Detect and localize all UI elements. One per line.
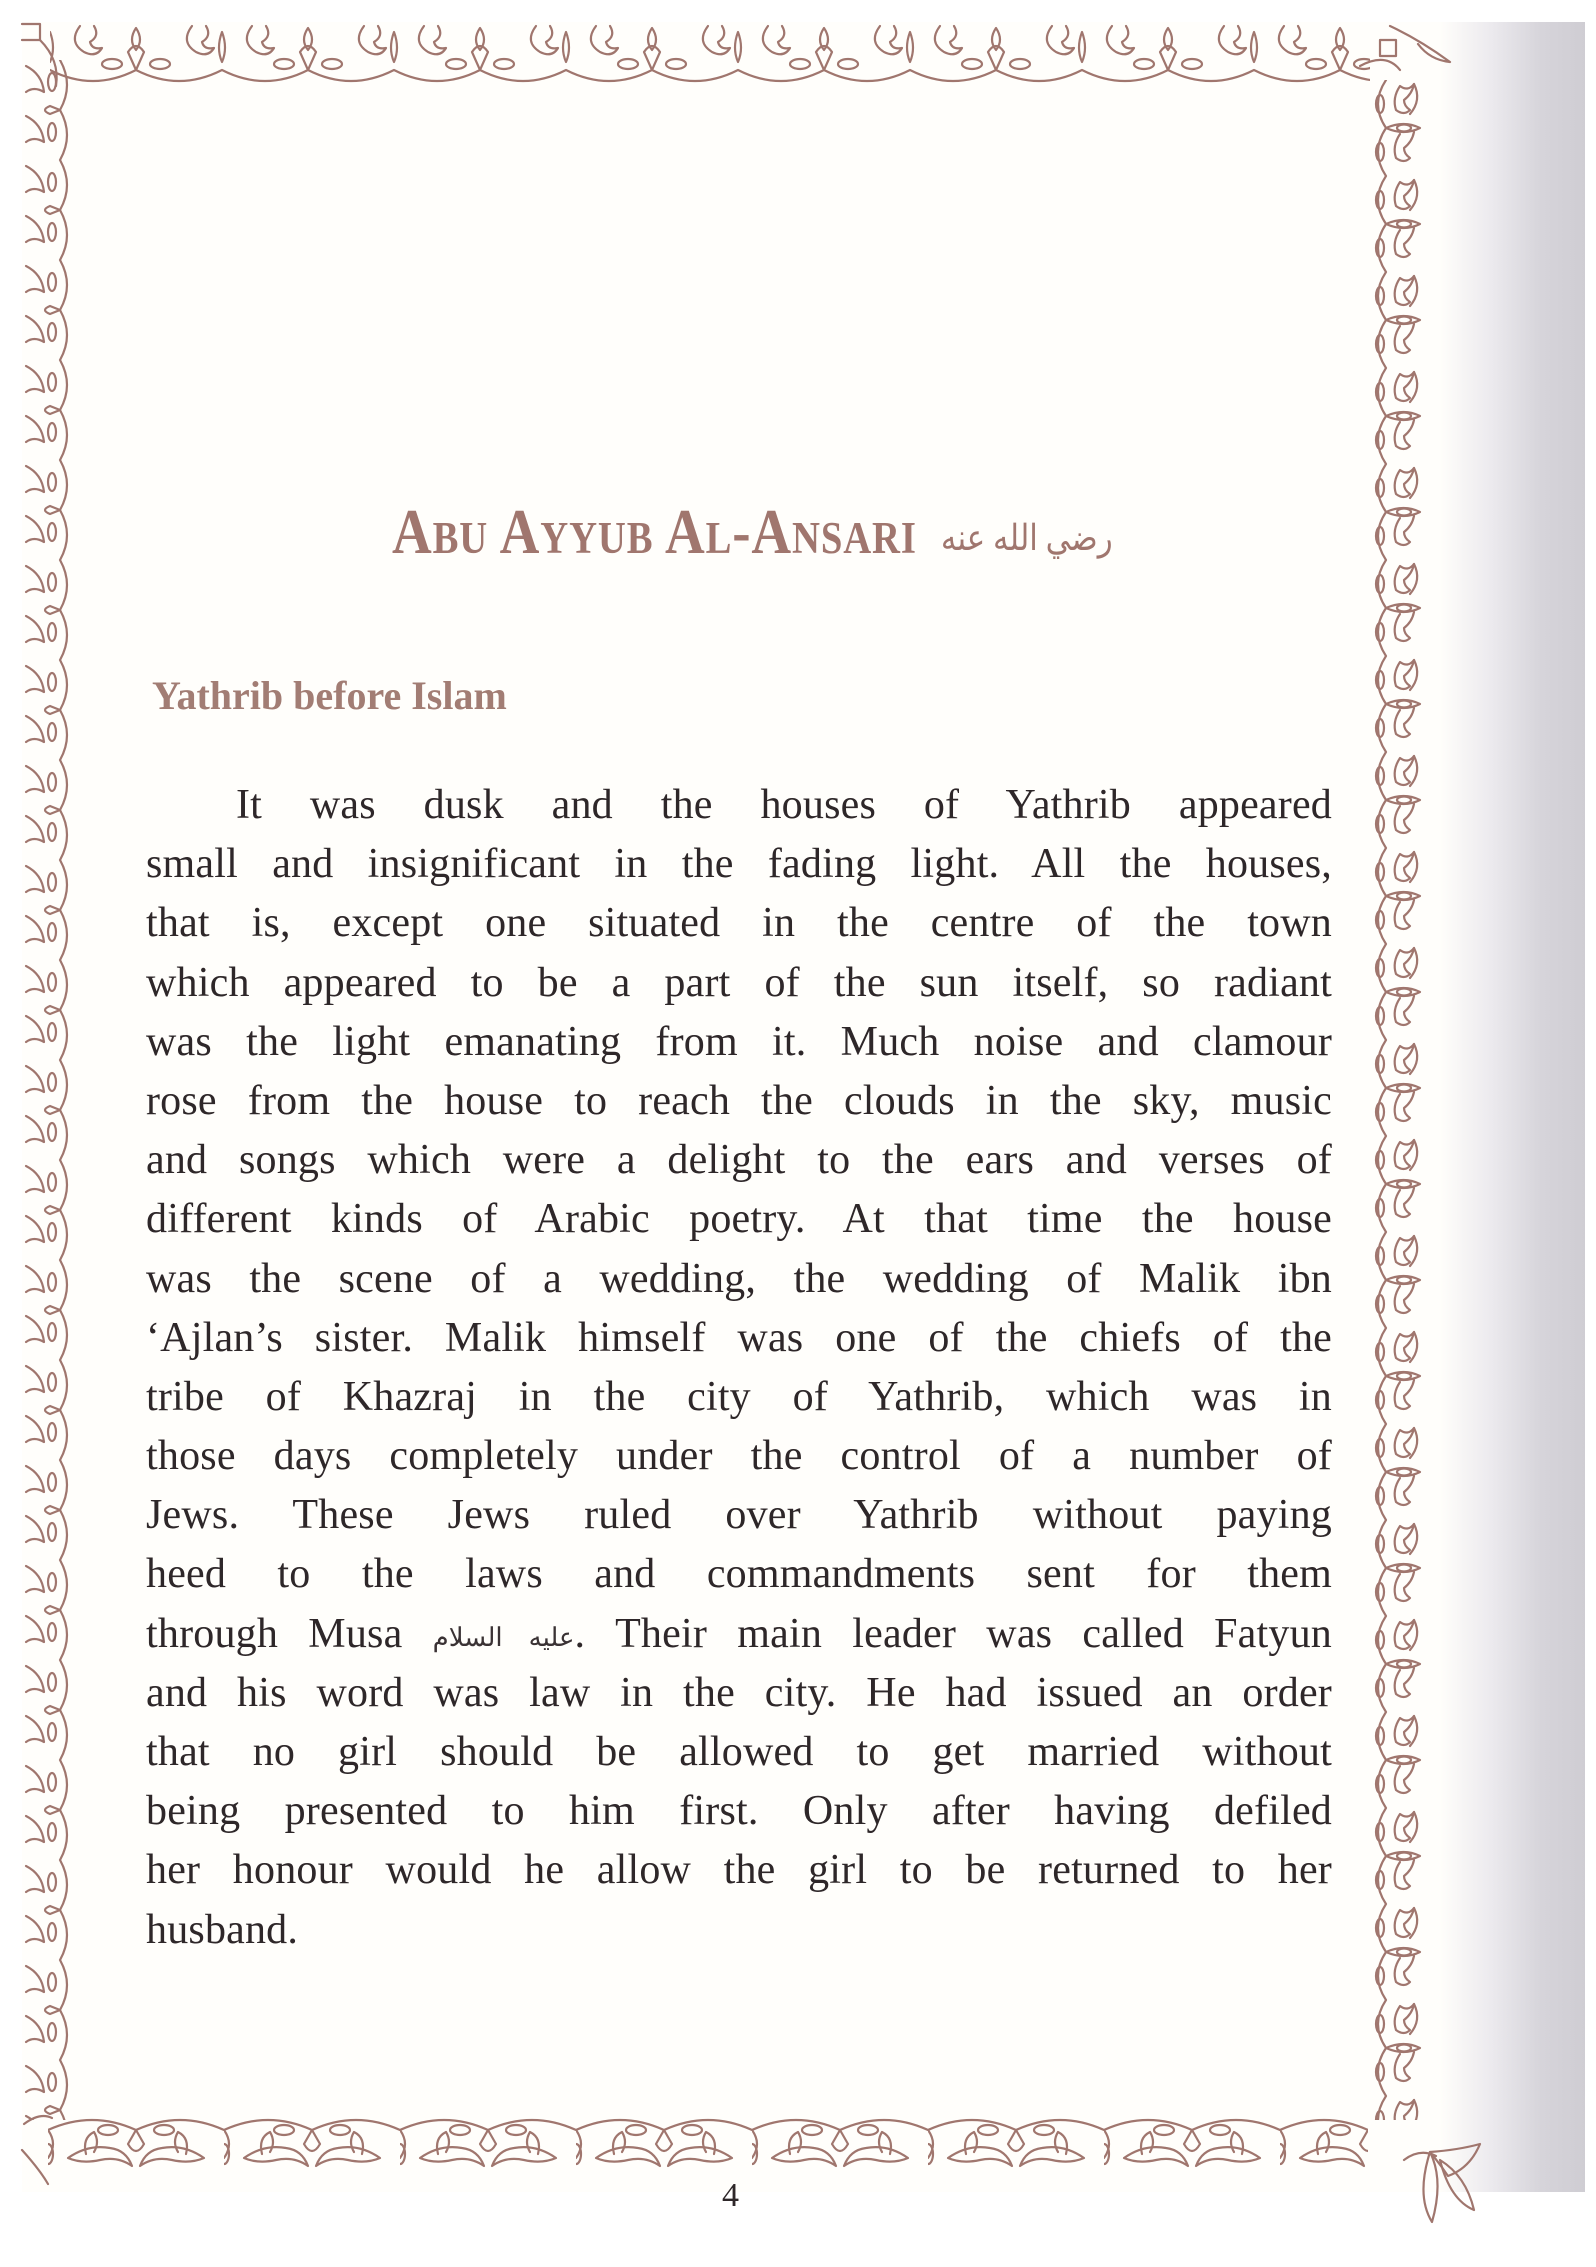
paragraph-line: different kinds of Arabic poetry. At that time the house bbox=[146, 1196, 1332, 1243]
paragraph-line: tribe of Khazraj in the city of Yathrib, which was in bbox=[146, 1373, 1332, 1420]
paragraph-line: small and insignificant in the fading light. All the houses, bbox=[146, 841, 1332, 888]
paragraph-line: was the light emanating from it. Much noise and clamour bbox=[146, 1018, 1332, 1065]
section-heading: Yathrib before Islam bbox=[152, 673, 507, 718]
paragraph-line: Jews. These Jews ruled over Yathrib without paying bbox=[146, 1492, 1332, 1539]
page-title-text: Abu Ayyub Al-Ansari bbox=[392, 496, 917, 567]
paragraph-line: that is, except one situated in the centre of the town bbox=[146, 900, 1332, 947]
paragraph-line: It was dusk and the houses of Yathrib appeared bbox=[236, 782, 1332, 828]
musa-line-before: through Musa bbox=[146, 1610, 433, 1657]
paragraph-line: that no girl should be allowed to get married without bbox=[146, 1729, 1332, 1775]
paragraph-line: her honour would he allow the girl to be returned to her bbox=[146, 1847, 1332, 1894]
paragraph-line: and his word was law in the city. He had issued an order bbox=[146, 1669, 1332, 1716]
body-paragraph bbox=[146, 776, 1332, 1960]
paragraph-line: and songs which were a delight to the ears and verses of bbox=[146, 1137, 1332, 1184]
paragraph-line: being presented to him first. Only after having defiled bbox=[146, 1788, 1332, 1835]
paragraph-line-musa bbox=[146, 1605, 1332, 1664]
paragraph-line: heed to the laws and commandments sent for them bbox=[146, 1551, 1332, 1598]
honorific-alayhis-salam-icon: عليه السلام bbox=[432, 1622, 575, 1652]
page-number: 4 bbox=[722, 2177, 739, 2214]
paragraph-line: which appeared to be a part of the sun itself, so radiant bbox=[146, 959, 1332, 1006]
honorific-radiallahu-anhu-icon: رضي الله عنه bbox=[940, 518, 1113, 559]
paragraph-line: was the scene of a wedding, the wedding of Malik ibn bbox=[146, 1255, 1332, 1302]
paragraph-line: husband. bbox=[146, 1906, 299, 1953]
paragraph-line: rose from the house to reach the clouds in the sky, music bbox=[146, 1077, 1332, 1124]
paragraph-line: ‘Ajlan’s sister. Malik himself was one of the chiefs of the bbox=[146, 1314, 1332, 1361]
musa-line-after: . Their main leader was called Fatyun bbox=[574, 1610, 1332, 1657]
page-title bbox=[392, 492, 1113, 572]
paragraph-line: those days completely under the control of a number of bbox=[146, 1433, 1332, 1480]
